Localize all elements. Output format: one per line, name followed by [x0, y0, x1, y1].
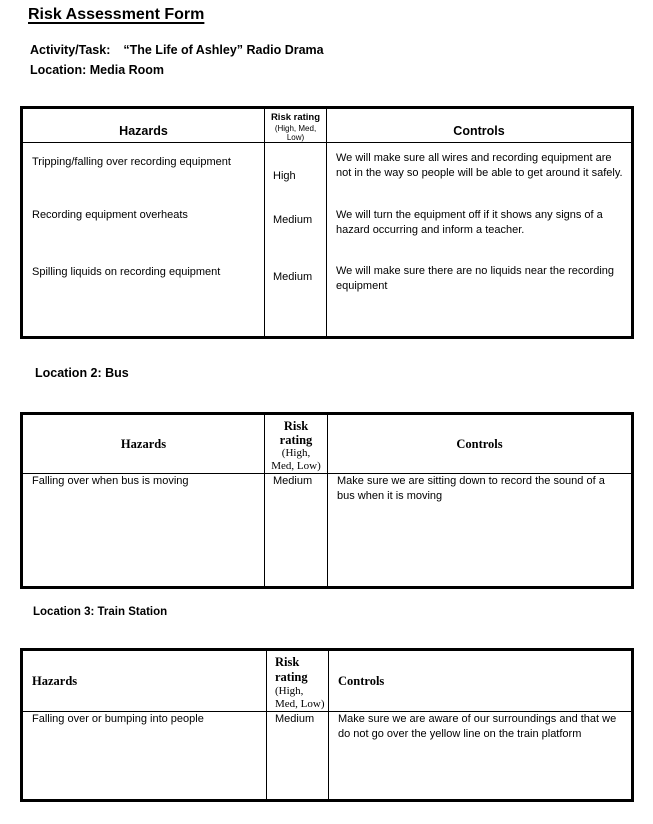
risk-cell: Medium [265, 204, 327, 260]
document-title: Risk Assessment Form [28, 6, 205, 23]
risk-rating-label: Risk rating [275, 655, 308, 684]
risk-rating-label: Risk rating [270, 112, 321, 123]
risk-rating-label: Risk rating [279, 419, 313, 447]
risk-table-bus [20, 412, 634, 589]
location-1-heading: Location: Media Room [30, 63, 165, 77]
hazard-cell: Spilling liquids on recording equipment [22, 260, 265, 338]
table-row [22, 143, 633, 204]
hazards-column-header: Hazards [22, 108, 265, 143]
location-3-heading: Location 3: Train Station [33, 606, 168, 618]
risk-table-train-station [20, 648, 634, 802]
controls-column-header: Controls [329, 650, 633, 712]
activity-task-label: Activity/Task: [30, 43, 111, 57]
risk-cell: High [265, 143, 327, 204]
risk-cell: Medium [265, 474, 328, 588]
risk-cell: Medium [265, 260, 327, 338]
hazards-column-header: Hazards [22, 650, 267, 712]
risk-scale-label: (High, Med, Low) [275, 685, 325, 710]
risk-rating-column-header [265, 414, 328, 474]
risk-rating-column-header [267, 650, 329, 712]
control-cell: We will make sure all wires and recording equipment are not in the way so people will be able to get around it safely. [327, 143, 633, 204]
activity-task-value: “The Life of Ashley” Radio Drama [123, 43, 324, 57]
controls-column-header: Controls [328, 414, 633, 474]
hazards-column-header: Hazards [22, 414, 265, 474]
table-row [22, 204, 633, 260]
controls-column-header: Controls [327, 108, 633, 143]
hazard-cell: Falling over when bus is moving [22, 474, 265, 588]
hazard-cell: Falling over or bumping into people [22, 712, 267, 801]
location-2-heading: Location 2: Bus [35, 366, 129, 380]
risk-scale-label: (High, Med, Low) [271, 447, 321, 472]
control-cell: We will make sure there are no liquids near the recording equipment [327, 260, 633, 338]
table-header-row [22, 108, 633, 143]
table-row [22, 474, 633, 588]
activity-task-line [30, 43, 324, 57]
risk-scale-label: (High, Med, Low) [274, 124, 317, 142]
table-row [22, 712, 633, 801]
control-cell: Make sure we are sitting down to record the sound of a bus when it is moving [328, 474, 633, 588]
control-cell: We will turn the equipment off if it shows any signs of a hazard occurring and inform a teacher. [327, 204, 633, 260]
risk-rating-column-header [265, 108, 327, 143]
table-row [22, 260, 633, 338]
hazard-cell: Recording equipment overheats [22, 204, 265, 260]
hazard-cell: Tripping/falling over recording equipment [22, 143, 265, 204]
risk-table-media-room [20, 106, 634, 339]
risk-cell: Medium [267, 712, 329, 801]
table-header-row [22, 414, 633, 474]
control-cell: Make sure we are aware of our surroundings and that we do not go over the yellow line on the train platform [329, 712, 633, 801]
table-header-row [22, 650, 633, 712]
